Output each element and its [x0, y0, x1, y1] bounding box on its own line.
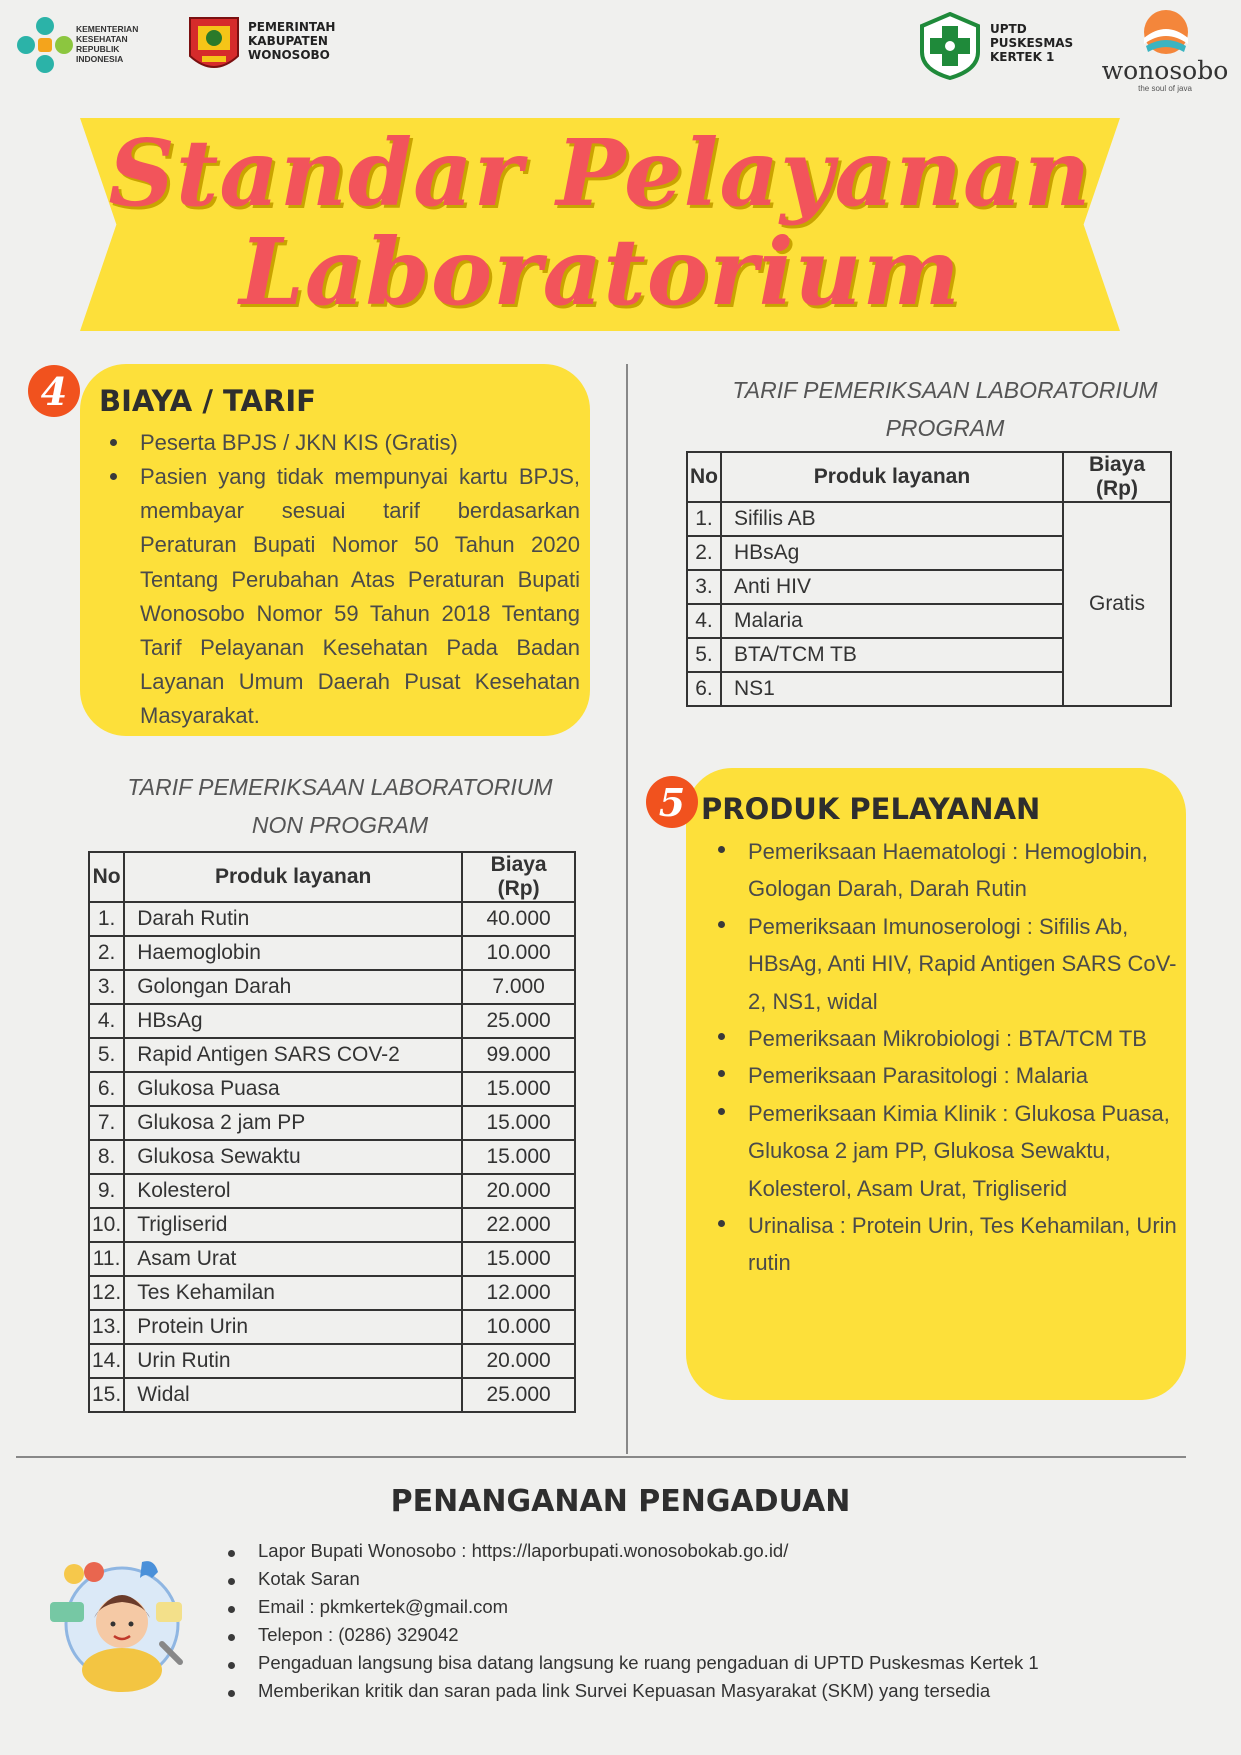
col-no-header: No	[89, 852, 124, 902]
uptd-line: UPTD	[990, 22, 1027, 36]
table-row	[89, 1344, 575, 1378]
kemenkes-line: INDONESIA	[76, 54, 124, 64]
row-biaya: 10.000	[462, 1310, 575, 1344]
pengaduan-item: Pengaduan langsung bisa datang langsung ke ruang pengaduan di UPTD Puskesmas Kertek 1	[224, 1649, 1214, 1677]
row-produk: BTA/TCM TB	[721, 638, 1063, 672]
row-biaya: 40.000	[462, 902, 575, 936]
table-row	[89, 970, 575, 1004]
biaya-title: BIAYA / TARIF	[99, 384, 316, 418]
row-produk: Sifilis AB	[721, 502, 1063, 536]
row-no: 12.	[89, 1276, 124, 1310]
row-no: 3.	[89, 970, 124, 1004]
row-produk: Glukosa Sewaktu	[124, 1140, 462, 1174]
table-row	[89, 1378, 575, 1412]
non-program-table	[88, 851, 576, 1413]
kemenkes-line: KEMENTERIAN	[76, 24, 139, 34]
row-produk: Protein Urin	[124, 1310, 462, 1344]
row-no: 6.	[687, 672, 721, 706]
table-row	[89, 1106, 575, 1140]
kemenkes-line: KESEHATAN	[76, 34, 128, 44]
row-no: 1.	[89, 902, 124, 936]
pengaduan-item: Lapor Bupati Wonosobo : https://laporbupati.wonosobokab.go.id/	[224, 1537, 1214, 1565]
row-biaya: 20.000	[462, 1344, 575, 1378]
row-produk: Trigliserid	[124, 1208, 462, 1242]
row-produk: Kolesterol	[124, 1174, 462, 1208]
wonosobo-logo	[1100, 8, 1230, 92]
non-program-caption-line-2: NON PROGRAM	[251, 812, 429, 838]
table-row	[687, 502, 1171, 536]
row-biaya: 25.000	[462, 1004, 575, 1038]
row-no: 4.	[89, 1004, 124, 1038]
pemkab-line: KABUPATEN	[248, 34, 328, 48]
produk-number-badge: 5	[646, 776, 698, 828]
kemenkes-icon	[14, 14, 76, 76]
uptd-line: KERTEK 1	[990, 50, 1055, 64]
row-no: 5.	[89, 1038, 124, 1072]
program-caption-line-2: PROGRAM	[885, 415, 1005, 441]
table-header-row	[687, 452, 1171, 502]
row-produk: Golongan Darah	[124, 970, 462, 1004]
program-biaya-gratis: Gratis	[1063, 502, 1171, 706]
produk-list	[714, 833, 1180, 1282]
column-divider	[626, 364, 628, 1454]
table-row	[89, 1004, 575, 1038]
row-no: 6.	[89, 1072, 124, 1106]
table-row	[89, 902, 575, 936]
row-no: 7.	[89, 1106, 124, 1140]
col-biaya-header: Biaya (Rp)	[1063, 452, 1171, 502]
row-produk: Haemoglobin	[124, 936, 462, 970]
pengaduan-title: PENANGANAN PENGADUAN	[390, 1484, 851, 1519]
biaya-item: Pasien yang tidak mempunyai kartu BPJS, membayar sesuai tarif berdasarkan Peraturan Bupati Nomor 50 Tahun 2020 Tentang Perubahan Atas Peraturan Bupati Wonosobo Nomor 59 Tahun 2018 Tentang Tarif Pelayanan Kesehatan Pada Badan Layanan Umum Daerah Pusat Kesehatan Masyarakat.	[106, 460, 580, 734]
row-biaya: 20.000	[462, 1174, 575, 1208]
pemkab-logo	[188, 16, 338, 80]
col-produk-header: Produk layanan	[124, 852, 462, 902]
table-row	[89, 1140, 575, 1174]
table-row	[89, 1072, 575, 1106]
biaya-item: Peserta BPJS / JKN KIS (Gratis)	[106, 426, 580, 460]
table-row	[89, 1242, 575, 1276]
uptd-logo	[918, 12, 1074, 80]
row-no: 4.	[687, 604, 721, 638]
biaya-number-badge: 4	[28, 365, 80, 417]
row-biaya: 25.000	[462, 1378, 575, 1412]
row-no: 9.	[89, 1174, 124, 1208]
pengaduan-list	[224, 1537, 1214, 1705]
row-no: 14.	[89, 1344, 124, 1378]
row-biaya: 15.000	[462, 1242, 575, 1276]
kemenkes-logo	[14, 14, 144, 76]
row-produk: Darah Rutin	[124, 902, 462, 936]
produk-item: Pemeriksaan Mikrobiologi : BTA/TCM TB	[714, 1020, 1180, 1057]
row-produk: Asam Urat	[124, 1242, 462, 1276]
row-biaya: 12.000	[462, 1276, 575, 1310]
program-table	[686, 451, 1172, 707]
row-no: 8.	[89, 1140, 124, 1174]
pemkab-line: WONOSOBO	[248, 48, 330, 62]
row-produk: HBsAg	[124, 1004, 462, 1038]
kemenkes-line: REPUBLIK	[76, 44, 120, 54]
wonosobo-tagline: the soul of java	[1138, 84, 1192, 93]
non-program-body	[89, 902, 575, 1412]
pengaduan-item: Kotak Saran	[224, 1565, 1214, 1593]
row-no: 15.	[89, 1378, 124, 1412]
row-no: 2.	[687, 536, 721, 570]
row-produk: Glukosa 2 jam PP	[124, 1106, 462, 1140]
row-no: 2.	[89, 936, 124, 970]
non-program-caption-line-1: TARIF PEMERIKSAAN LABORATORIUM	[127, 774, 553, 800]
uptd-line: PUSKESMAS	[990, 36, 1074, 50]
row-produk: Urin Rutin	[124, 1344, 462, 1378]
produk-item: Urinalisa : Protein Urin, Tes Kehamilan, Urin rutin	[714, 1207, 1180, 1282]
table-row	[89, 1276, 575, 1310]
wonosobo-mountain-icon	[1138, 8, 1194, 56]
produk-title: PRODUK PELAYANAN	[701, 792, 1041, 826]
program-caption	[690, 371, 1200, 447]
pengaduan-item: Memberikan kritik dan saran pada link Survei Kepuasan Masyarakat (SKM) yang tersedia	[224, 1677, 1214, 1705]
produk-item: Pemeriksaan Haematologi : Hemoglobin, Gologan Darah, Darah Rutin	[714, 833, 1180, 908]
pemkab-line: PEMERINTAH	[248, 20, 336, 34]
row-no: 11.	[89, 1242, 124, 1276]
row-produk: Glukosa Puasa	[124, 1072, 462, 1106]
table-row	[89, 1310, 575, 1344]
table-header-row	[89, 852, 575, 902]
produk-item: Pemeriksaan Kimia Klinik : Glukosa Puasa, Glukosa 2 jam PP, Glukosa Sewaktu, Kolesterol, Asam Urat, Trigliserid	[714, 1095, 1180, 1207]
col-produk-header: Produk layanan	[721, 452, 1063, 502]
table-row	[89, 936, 575, 970]
row-produk: Tes Kehamilan	[124, 1276, 462, 1310]
row-biaya: 15.000	[462, 1106, 575, 1140]
pengaduan-item: Telepon : (0286) 329042	[224, 1621, 1214, 1649]
row-no: 1.	[687, 502, 721, 536]
table-row	[89, 1174, 575, 1208]
row-biaya: 15.000	[462, 1072, 575, 1106]
program-caption-line-1: TARIF PEMERIKSAAN LABORATORIUM	[732, 377, 1158, 403]
title-line-2: Laboratorium	[239, 218, 961, 326]
row-biaya: 10.000	[462, 936, 575, 970]
row-produk: Rapid Antigen SARS COV-2	[124, 1038, 462, 1072]
produk-item: Pemeriksaan Imunoserologi : Sifilis Ab, HBsAg, Anti HIV, Rapid Antigen SARS CoV-2, NS1, widal	[714, 908, 1180, 1020]
row-biaya: 15.000	[462, 1140, 575, 1174]
row-no: 3.	[687, 570, 721, 604]
row-produk: Malaria	[721, 604, 1063, 638]
row-produk: HBsAg	[721, 536, 1063, 570]
row-biaya: 99.000	[462, 1038, 575, 1072]
row-produk: Anti HIV	[721, 570, 1063, 604]
produk-item: Pemeriksaan Parasitologi : Malaria	[714, 1057, 1180, 1094]
row-no: 13.	[89, 1310, 124, 1344]
row-no: 10.	[89, 1208, 124, 1242]
title-line-1: Standar Pelayanan	[108, 119, 1092, 227]
pemkab-crest-icon	[188, 16, 240, 78]
biaya-list	[106, 426, 580, 734]
row-produk: NS1	[721, 672, 1063, 706]
wonosobo-brand: wonosobo	[1101, 56, 1229, 85]
pengaduan-item: Email : pkmkertek@gmail.com	[224, 1593, 1214, 1621]
puskesmas-cross-icon	[918, 12, 982, 80]
table-row	[89, 1038, 575, 1072]
table-row	[89, 1208, 575, 1242]
footer-divider	[16, 1456, 1186, 1458]
col-biaya-header: Biaya (Rp)	[462, 852, 575, 902]
col-no-header: No	[687, 452, 721, 502]
row-produk: Widal	[124, 1378, 462, 1412]
row-biaya: 7.000	[462, 970, 575, 1004]
customer-service-illustration-icon	[42, 1552, 192, 1692]
non-program-caption	[80, 768, 600, 844]
row-biaya: 22.000	[462, 1208, 575, 1242]
row-no: 5.	[687, 638, 721, 672]
